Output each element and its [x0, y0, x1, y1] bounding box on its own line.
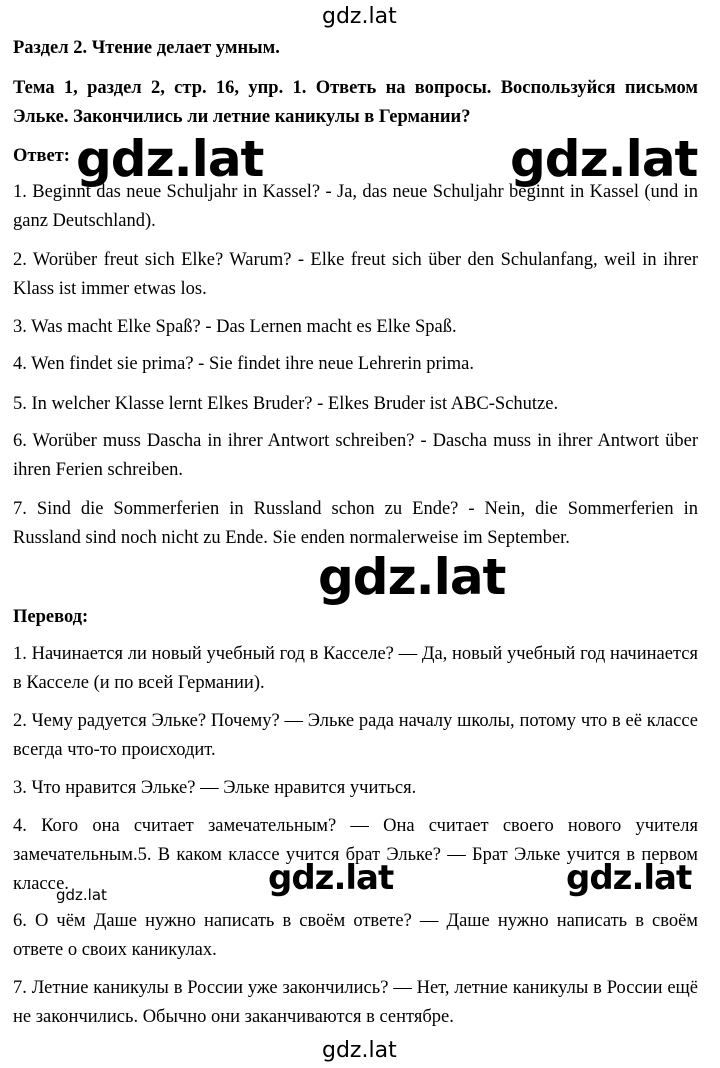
watermark-tiny: gdz.lat [56, 886, 107, 904]
watermark-bottom: gdz.lat [322, 1038, 397, 1063]
answer-label: Ответ: [13, 146, 70, 166]
answer-item-4: 4. Wen findet sie prima? - Sie findet ihre neue Lehrerin prima. [13, 354, 475, 374]
watermark-middle: gdz.lat [318, 548, 506, 606]
section-title: Раздел 2. Чтение делает умным. [13, 38, 280, 58]
task-title: Тема 1, раздел 2, стр. 16, упр. 1. Ответь на вопросы. Воспользуйся письмом Эльке. Закончились ли летние каникулы в Германии? [13, 78, 698, 127]
watermark-big-left: gdz.lat [76, 130, 264, 188]
watermark-lower-left: gdz.lat [268, 858, 394, 898]
watermark-top: gdz.lat [322, 4, 397, 29]
answer-item-1: 1. Beginnt das neue Schuljahr in Kassel? - Ja, das neue Schuljahr beginnt in Kassel (und in ganz Deutschland). [13, 182, 698, 231]
translation-item-2: 2. Чему радуется Эльке? Почему? — Эльке рада началу школы, потому что в её классе всегда что-то происходит. [13, 711, 698, 760]
translation-item-7: 7. Летние каникулы в России уже закончились? — Нет, летние каникулы в России ещё не закончились. Обычно они заканчиваются в сентябре. [13, 978, 698, 1027]
watermark-big-right: gdz.lat [510, 130, 698, 188]
answer-item-3: 3. Was macht Elke Spaß? - Das Lernen macht es Elke Spaß. [13, 317, 457, 337]
translation-item-6: 6. О чём Даше нужно написать в своём ответе? — Даше нужно написать в своём ответе о своих каникулах. [13, 911, 698, 960]
answer-item-6: 6. Worüber muss Dascha in ihrer Antwort schreiben? - Dascha muss in ihrer Antwort über ihren Ferien schreiben. [13, 431, 698, 480]
answer-item-7: 7. Sind die Sommerferien in Russland schon zu Ende? - Nein, die Sommerferien in Russland sind noch nicht zu Ende. Sie enden normalerweise im September. [13, 499, 698, 548]
answer-item-2: 2. Worüber freut sich Elke? Warum? - Elke freut sich über den Schulanfang, weil in ihrer Klass ist immer etwas los. [13, 250, 698, 299]
translation-item-3: 3. Что нравится Эльке? — Эльке нравится учиться. [13, 778, 417, 798]
translation-item-1: 1. Начинается ли новый учебный год в Касселе? — Да, новый учебный год начинается в Касселе (и по всей Германии). [13, 644, 698, 693]
translation-item-4: 4. Кого она считает замечательным? — Она считает своего нового учителя замечательным.5. В каком классе учится брат Эльке? — Брат Эльке учится в первом классе. [13, 816, 698, 894]
answer-item-5: 5. In welcher Klasse lernt Elkes Bruder? - Elkes Bruder ist ABC-Schutze. [13, 394, 559, 414]
translation-label: Перевод: [13, 607, 89, 627]
watermark-lower-right: gdz.lat [566, 858, 692, 898]
